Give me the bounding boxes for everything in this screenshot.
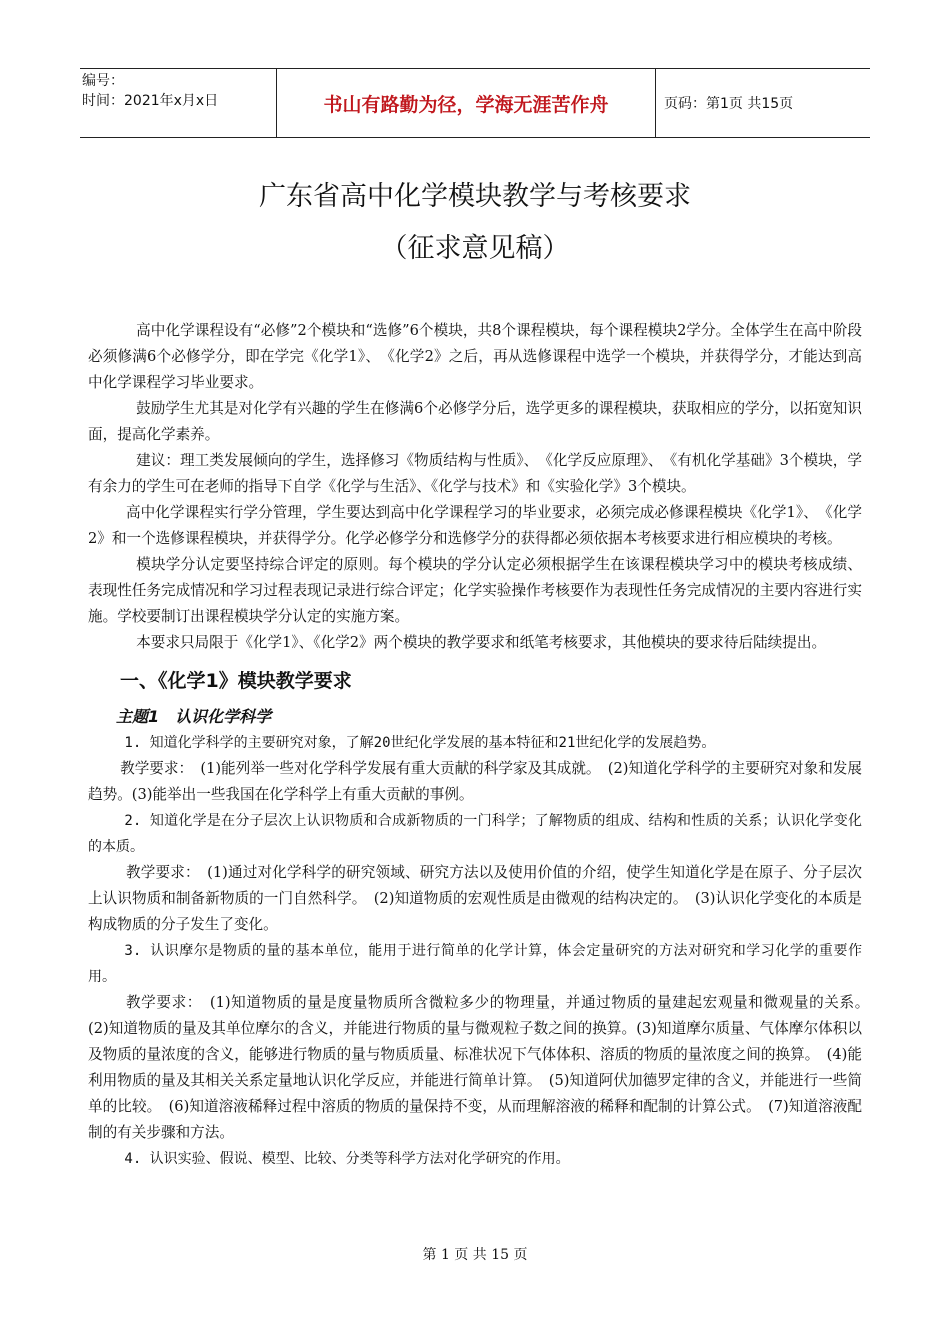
standard-item: 4. 认识实验、假说、模型、比较、分类等科学方法对化学研究的作用。	[124, 1151, 570, 1167]
paragraph: 模块学分认定要坚持综合评定的原则。每个模块的学分认定必须根据学生在该课程模块学习中的模块考核成绩、表现性任务完成情况和学习过程表现记录进行综合评定；化学实验操作考核要作为表现性任务完成情况的主要内容进行实施。学校要制订出课程模块学分认定的实施方案。	[88, 556, 862, 625]
section-heading: 一、《化学1》模块教学要求	[120, 670, 352, 692]
paragraph: 本要求只局限于《化学1》、《化学2》两个模块的教学要求和纸笔考核要求，其他模块的要求待后陆续提出。	[136, 634, 827, 651]
teaching-requirement: 教学要求： (1)能列举一些对化学科学发展有重大贡献的科学家及其成就。 (2)知道化学科学的主要研究对象和发展趋势。(3)能举出一些我国在化学科学上有重大贡献的事例。	[88, 760, 862, 803]
paragraph: 高中化学课程实行学分管理，学生要达到高中化学课程学习的毕业要求，必须完成必修课程模块《化学1》、 《化学2》和一个选修课程模块，并获得学分。化学必修学分和选修学分的获得都必须依据本考核要求进行相应模块的考核。	[88, 504, 862, 547]
header-meta	[82, 71, 278, 135]
header-divider	[655, 69, 656, 137]
header-motto: 书山有路勤为径，学海无涯苦作舟	[323, 93, 609, 116]
teaching-requirement: 教学要求： (1)知道物质的量是度量物质所含微粒多少的物理量，并通过物质的量建起宏观量和微观量的关系。 (2)知道物质的量及其单位摩尔的含义，并能进行物质的量与微观粒子数之间的换算。(3)知道摩尔质量、气体摩尔体积以及物质的量浓度的含义，能够进行物质的量与物质质量、标准状况下气体体积、溶质的物质的量浓度之间的换算。 (4)能利用物质的量及其相关关系定量地认识化学反应，并能进行简单计算。 (5)知道阿伏加德罗定律的含义，并能进行一些简单的比较。 (6)知道溶液稀释过程中溶质的物质的量保持不变，从而理解溶液的稀释和配制的计算公式。 (7)知道溶液配制的有关步骤和方法。	[88, 994, 877, 1141]
page-header	[80, 68, 870, 138]
topic-heading: 主题1 认识化学科学	[116, 707, 272, 726]
paragraph: 高中化学课程设有“必修”2个模块和“选修”6个模块，共8个课程模块，每个课程模块2学分。全体学生在高中阶段必须修满6个必修学分，即在学完《化学1》、 《化学2》之后，再从选修课程中选学一个模块，并获得学分，才能达到高中化学课程学习毕业要求。	[88, 322, 862, 391]
document-body	[88, 318, 877, 1172]
document-title: 广东省高中化学模块教学与考核要求	[259, 181, 691, 212]
standard-item: 3. 认识摩尔是物质的量的基本单位，能用于进行简单的化学计算，体会定量研究的方法对研究和学习化学的重要作用。	[88, 943, 862, 985]
document-subtitle: （征求意见稿）	[380, 233, 570, 264]
teaching-requirement: 教学要求： (1)通过对化学科学的研究领域、研究方法以及使用价值的介绍，使学生知道化学是在原子、分子层次上认识物质和制备新物质的一门自然科学。 (2)知道物质的宏观性质是由微观的结构决定的。 (3)认识化学变化的本质是构成物质的分子发生了变化。	[88, 864, 862, 933]
paragraph: 鼓励学生尤其是对化学有兴趣的学生在修满6个必修学分后，选学更多的课程模块，获取相应的学分，以拓宽知识面，提高化学素养。	[88, 400, 862, 443]
page-footer: 第 1 页 共 15 页	[422, 1247, 528, 1263]
standard-item: 2. 知道化学是在分子层次上认识物质和合成新物质的一门科学；了解物质的组成、结构和性质的关系；认识化学变化的本质。	[88, 813, 862, 855]
standard-item: 1. 知道化学科学的主要研究对象，了解20世纪化学发展的基本特征和21世纪化学的发展趋势。	[124, 735, 716, 751]
document-date: 时间：2021年x月x日	[82, 93, 219, 109]
header-page-info: 页码：第1页 共15页	[664, 96, 794, 112]
paragraph: 建议：理工类发展倾向的学生，选择修习《物质结构与性质》、 《化学反应原理》、 《有机化学基础》3个模块，学有余力的学生可在老师的指导下自学《化学与生活》、《化学与技术》和《实验化学》3个模块。	[88, 452, 862, 495]
document-number-label: 编号：	[82, 73, 124, 89]
